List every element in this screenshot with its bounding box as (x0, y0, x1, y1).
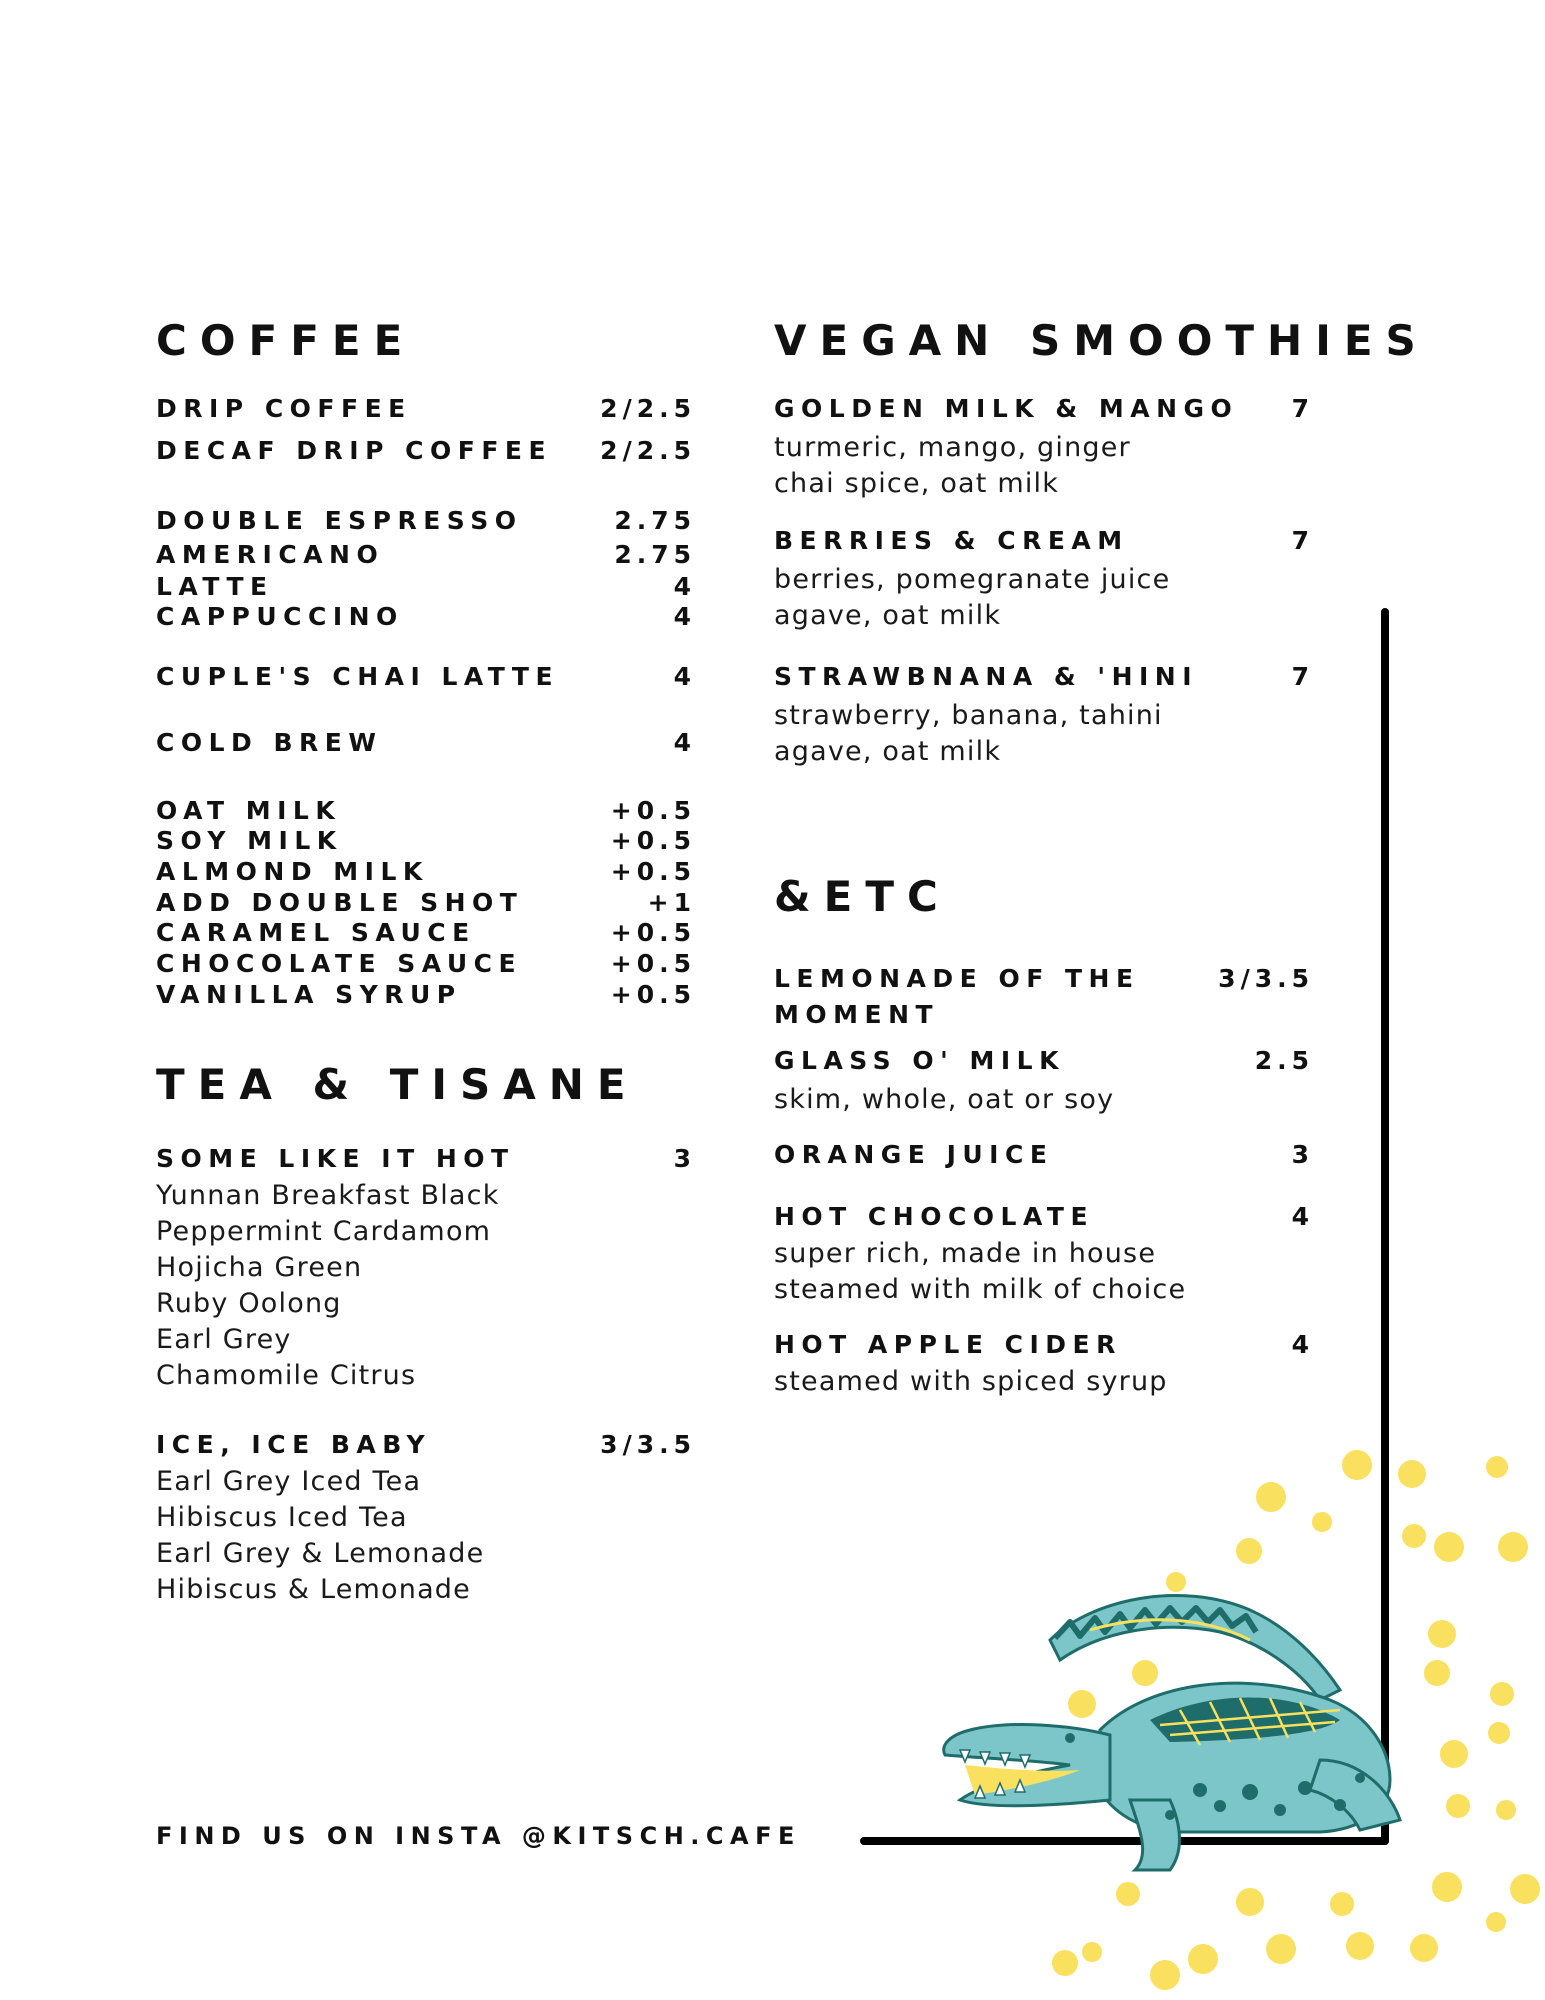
item-name: STRAWBNANA & 'HINI (774, 662, 1199, 691)
dot (1052, 1950, 1078, 1976)
menu-item (156, 506, 696, 535)
description-line: Hibiscus & Lemonade (156, 1574, 471, 1605)
description-line: super rich, made in house (774, 1238, 1157, 1269)
item-description (156, 1178, 696, 1394)
smoothies-title: VEGAN SMOOTHIES (774, 316, 1429, 365)
addon-price: +0.5 (610, 826, 696, 855)
footer-instagram: FIND US ON INSTA @KITSCH.CAFE (156, 1822, 801, 1850)
menu-item (774, 662, 1314, 691)
menu-item (774, 1202, 1314, 1231)
addon-name: CARAMEL SAUCE (156, 918, 476, 947)
addon-item (156, 980, 696, 1009)
item-price: 3/3.5 (1218, 964, 1314, 993)
dot (1440, 1740, 1468, 1768)
description-line: Chamomile Citrus (156, 1360, 417, 1391)
addon-item (156, 796, 696, 825)
dot (1082, 1942, 1102, 1962)
item-name: MOMENT (774, 1000, 940, 1029)
item-name: COLD BREW (156, 728, 383, 757)
addon-name: VANILLA SYRUP (156, 980, 462, 1009)
description-line: strawberry, banana, tahini (774, 700, 1163, 731)
item-price: 3/3.5 (600, 1430, 696, 1459)
addon-name: ADD DOUBLE SHOT (156, 888, 524, 917)
item-name: HOT CHOCOLATE (774, 1202, 1095, 1231)
item-name: BERRIES & CREAM (774, 526, 1129, 555)
menu-item (156, 572, 696, 601)
item-description (774, 1082, 1314, 1118)
menu-item (156, 540, 696, 569)
description-line: Yunnan Breakfast Black (156, 1180, 500, 1211)
dot (1312, 1512, 1332, 1532)
menu-item (774, 526, 1314, 555)
item-description (774, 562, 1314, 634)
addon-name: SOY MILK (156, 826, 343, 855)
dot (1446, 1794, 1470, 1818)
menu-item (774, 1140, 1314, 1169)
description-line: Peppermint Cardamom (156, 1216, 492, 1247)
description-line: steamed with milk of choice (774, 1274, 1187, 1305)
dot (1402, 1524, 1426, 1548)
item-name: GOLDEN MILK & MANGO (774, 394, 1239, 423)
addon-item (156, 826, 696, 855)
item-description (156, 1464, 696, 1608)
item-name: HOT APPLE CIDER (774, 1330, 1122, 1359)
description-line: berries, pomegranate juice (774, 564, 1171, 595)
menu-item (156, 394, 696, 423)
dot (1486, 1912, 1506, 1932)
item-price: 4 (673, 572, 696, 601)
item-description (774, 698, 1314, 770)
item-price: 2.75 (614, 540, 696, 569)
description-line: steamed with spiced syrup (774, 1366, 1168, 1397)
item-name: LATTE (156, 572, 274, 601)
menu-item (774, 394, 1314, 423)
item-name: DRIP COFFEE (156, 394, 412, 423)
item-price: 4 (673, 602, 696, 631)
addon-price: +0.5 (610, 918, 696, 947)
description-line: Earl Grey Iced Tea (156, 1466, 422, 1497)
item-price: 7 (1291, 662, 1314, 691)
dot (1150, 1960, 1180, 1990)
item-name: GLASS O' MILK (774, 1046, 1065, 1075)
dot (1496, 1800, 1516, 1820)
menu-item (156, 662, 696, 691)
dot (1256, 1482, 1286, 1512)
menu-item (156, 1430, 696, 1459)
addon-name: ALMOND MILK (156, 857, 429, 886)
menu-item (156, 436, 696, 465)
menu-item (156, 1144, 696, 1173)
dot (1346, 1932, 1374, 1960)
menu-item (774, 1330, 1314, 1359)
description-line: agave, oat milk (774, 600, 1002, 631)
item-name: LEMONADE OF THE (774, 964, 1140, 993)
addon-price: +0.5 (610, 796, 696, 825)
menu-item (156, 602, 696, 631)
item-description (774, 1364, 1314, 1400)
item-name: ICE, ICE BABY (156, 1430, 432, 1459)
menu-item (774, 1046, 1314, 1075)
addon-item (156, 918, 696, 947)
menu-item (156, 728, 696, 757)
menu-item-continued (774, 1000, 1314, 1029)
item-name: CAPPUCCINO (156, 602, 404, 631)
item-price: 2.75 (614, 506, 696, 535)
description-line: Hojicha Green (156, 1252, 363, 1283)
dot (1498, 1532, 1528, 1562)
dot (1266, 1934, 1296, 1964)
description-line: agave, oat milk (774, 736, 1002, 767)
dot (1490, 1682, 1514, 1706)
dot (1410, 1934, 1438, 1962)
item-price: 2/2.5 (600, 436, 696, 465)
addon-name: CHOCOLATE SAUCE (156, 949, 523, 978)
item-price: 4 (673, 728, 696, 757)
addon-item (156, 949, 696, 978)
dot (1188, 1944, 1218, 1974)
item-description (774, 1236, 1314, 1308)
menu-item (774, 964, 1314, 993)
addon-price: +0.5 (610, 980, 696, 1009)
item-description (774, 430, 1314, 502)
item-price: 4 (1291, 1202, 1314, 1231)
item-price: 7 (1291, 394, 1314, 423)
item-name: DOUBLE ESPRESSO (156, 506, 523, 535)
addon-price: +0.5 (610, 949, 696, 978)
addon-item (156, 857, 696, 886)
description-line: Earl Grey (156, 1324, 292, 1355)
addon-price: +1 (647, 888, 696, 917)
description-line: Earl Grey & Lemonade (156, 1538, 485, 1569)
description-line: turmeric, mango, ginger (774, 432, 1131, 463)
item-price: 2.5 (1254, 1046, 1314, 1075)
item-name: ORANGE JUICE (774, 1140, 1054, 1169)
description-line: skim, whole, oat or soy (774, 1084, 1115, 1115)
dot (1434, 1532, 1464, 1562)
item-price: 4 (1291, 1330, 1314, 1359)
coffee-title: COFFEE (156, 316, 416, 365)
dot (1488, 1722, 1510, 1744)
description-line: Ruby Oolong (156, 1288, 342, 1319)
dot (1510, 1874, 1540, 1904)
item-price: 7 (1291, 526, 1314, 555)
item-name: SOME LIKE IT HOT (156, 1144, 515, 1173)
dot (1398, 1460, 1426, 1488)
crocodile-illustration (920, 1560, 1440, 1900)
item-price: 3 (673, 1144, 696, 1173)
addon-price: +0.5 (610, 857, 696, 886)
tea-title: TEA & TISANE (156, 1060, 639, 1109)
dot (1486, 1456, 1508, 1478)
description-line: Hibiscus Iced Tea (156, 1502, 408, 1533)
item-price: 3 (1291, 1140, 1314, 1169)
item-price: 4 (673, 662, 696, 691)
description-line: chai spice, oat milk (774, 468, 1060, 499)
item-name: CUPLE'S CHAI LATTE (156, 662, 560, 691)
item-name: AMERICANO (156, 540, 385, 569)
dot (1342, 1450, 1372, 1480)
addon-name: OAT MILK (156, 796, 342, 825)
addon-item (156, 888, 696, 917)
etc-title: &ETC (774, 872, 951, 921)
item-price: 2/2.5 (600, 394, 696, 423)
item-name: DECAF DRIP COFFEE (156, 436, 553, 465)
